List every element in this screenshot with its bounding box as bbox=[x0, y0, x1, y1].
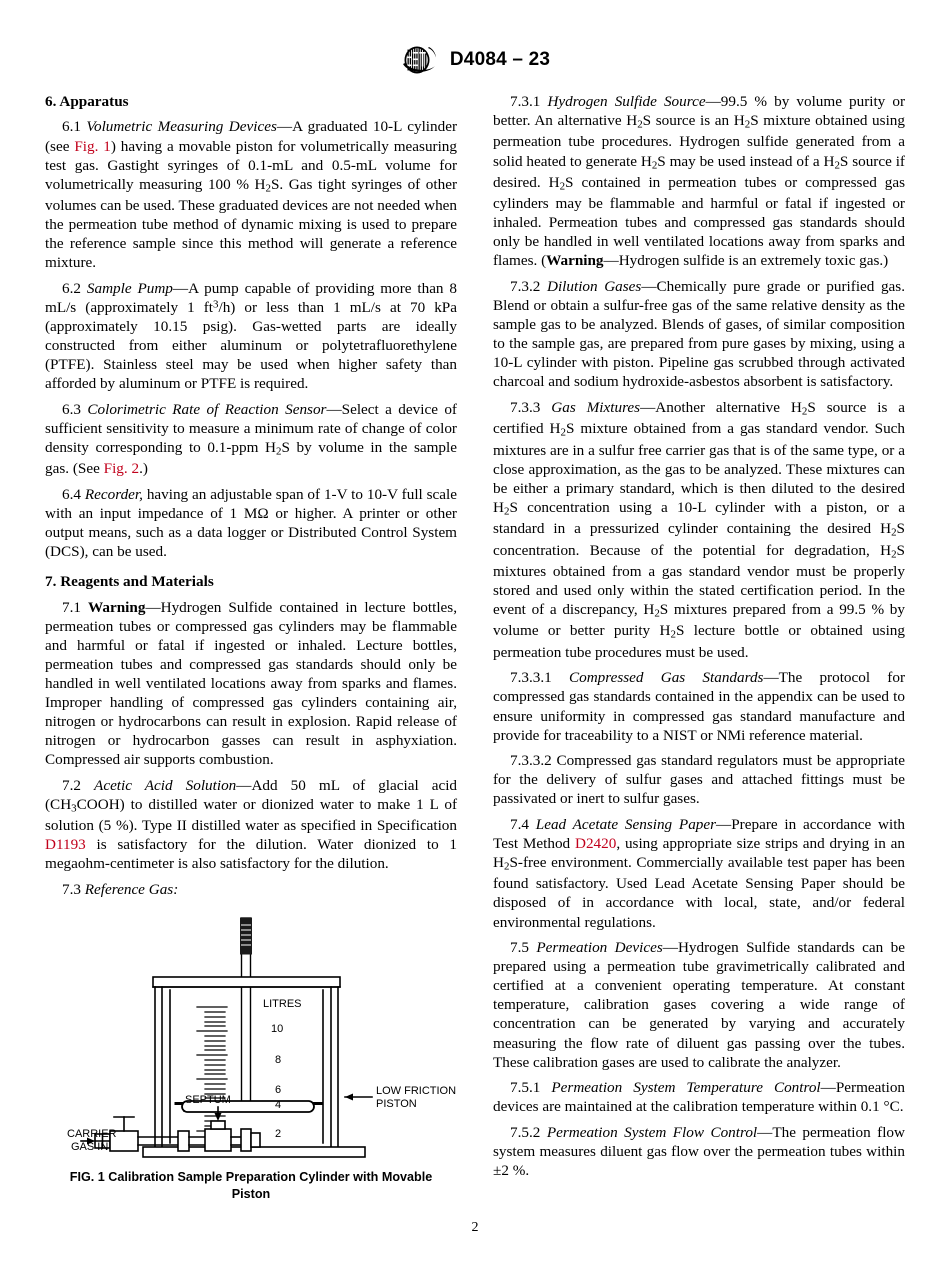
subscript-8: 2 bbox=[503, 505, 510, 518]
clause-number-7-3-2: 7.3.2 bbox=[510, 278, 541, 295]
subscript-10: 2 bbox=[891, 548, 897, 561]
clause-text-7-4-c: S-free environment. Commercially available test paper has been found satisfactory. Used Lead Acetate Sensing Paper should be disposed of in accordance with local, state, and/or federal environmental regulations. bbox=[493, 854, 905, 931]
clause-number-7-3-3-2: 7.3.3.2 bbox=[510, 752, 552, 770]
clause-term-7-2: Acetic Acid Solution bbox=[94, 776, 237, 794]
paragraph-7-5-1 bbox=[493, 1078, 905, 1116]
clause-text-7-5-2-a: —The permeation flow system measures diluent gas flow over the permeation tubes within ±2 %. bbox=[493, 1123, 905, 1179]
clause-term-7-3-1: Hydrogen Sulfide Source bbox=[547, 93, 706, 110]
page-header bbox=[0, 44, 950, 76]
subscript-6: 2 bbox=[801, 405, 808, 418]
clause-text-6-1-b: ) having a movable piston for volumetrically measuring test gas. Gastight syringes of 0.1-mL and 0.5-mL volume for volumetrically measuring 100 % H bbox=[45, 137, 457, 193]
paragraph-6-4 bbox=[45, 485, 457, 561]
figure-1-illustration bbox=[45, 915, 457, 1165]
clause-text-6-2-a: —A pump capable of providing more than 8 mL/s (approximately 1 ft bbox=[45, 279, 457, 316]
clause-text-7-3-2-a: —Chemically pure grade or purified gas. Blend or obtain a sulfur-free gas of the same relative density as the sample gas to be analyzed. Blends of gases, of similar composition to the sample gas, are prepared from pure gases by mixing, using a 10-L cylinder with piston. Pipeline gas scrubbed through activated charcoal and sodium hydroxide-asbestos absorbent is satisfactory. bbox=[493, 278, 906, 391]
paragraph-7-4 bbox=[493, 815, 905, 932]
clause-text-7-3-1-f: S contained in permeation tubes or compressed gas cylinders may be flammable and harmful or fatal if ingested or inhaled. Permeation tubes and compressed gas standards should only be handled in well ventilated locations away from sparks and flames. ( bbox=[493, 173, 905, 270]
subscript-11: 2 bbox=[654, 607, 660, 620]
subscript-1: 2 bbox=[637, 118, 643, 131]
figure-label-litres: LITRES bbox=[263, 998, 302, 1011]
clause-text-7-3-3-2-a: Compressed gas standard regulators must be appropriate for the delivery of sulfur gases and attached fittings must be passivated or inert to sulfur gases. bbox=[493, 752, 905, 808]
clause-text-7-1-a: —Hydrogen Sulfide contained in lecture bottles, permeation tubes or compressed gas cylinders may be flammable and harmful or fatal if ingested or inhaled. Lecture bottles, permeation tubes and compressed gas standards should only be handled in well ventilated locations away from sparks and flames. Improper handling of compressed gas cylinders containing air, nitrogen or hydrocarbons can result in explosion. Rapid release of nitrogen or hydrocarbon gasses can result in asphyxiation. Compressed air supports combustion. bbox=[45, 598, 457, 769]
clause-text-7-4-a: —Prepare in accordance with Test Method bbox=[493, 815, 906, 852]
clause-term-6-1: Volumetric Measuring Devices bbox=[86, 118, 277, 136]
clause-number-6-4: 6.4 bbox=[62, 485, 81, 503]
subscript-ch3cooh: 3 bbox=[71, 802, 77, 815]
paragraph-7-1 bbox=[45, 598, 457, 770]
clause-text-7-3-3-c: S mixture obtained from a gas standard vendor. Such mixtures are in a sulfur free carrier gas that is of the same type, or a close approximation, as the gas to be analyzed. These mixtures can be either a primary standard, which is then diluted to the desired H bbox=[493, 420, 906, 516]
clause-text-7-3-3-1-a: —The protocol for compressed gas standards contained in the appendix can be used to ensure uniformity in compressed gas standard manufacture and provide for traceability to a NIST or NMi reference material. bbox=[493, 669, 905, 744]
clause-number-7-1: 7.1 bbox=[62, 598, 81, 616]
paragraph-7-5-2 bbox=[493, 1123, 905, 1180]
right-column bbox=[493, 92, 905, 1202]
warning-label-7-3-1: Warning bbox=[546, 252, 604, 270]
clause-text-6-3-c: .) bbox=[139, 460, 148, 478]
figure-scale-10: 10 bbox=[271, 1023, 284, 1036]
septum-caption: SEPTUM bbox=[185, 1094, 231, 1107]
clause-text-7-3-3-d: S concentration using a 10-L cylinder with a piston, or a standard in a pressurized cylinder containing the desired H bbox=[493, 498, 905, 538]
clause-term-7-3-2: Dilution Gases bbox=[546, 278, 642, 295]
clause-term-7-5-2: Permeation System Flow Control bbox=[546, 1123, 758, 1141]
clause-text-6-4-a: having an adjustable span of 1-V to 10-V full scale with an input impedance of 1 MΩ or higher. A printer or other output means, such as a data logger or Distributed Control System (DCS), can be used. bbox=[45, 485, 458, 561]
section-heading-6: 6. Apparatus bbox=[45, 93, 129, 110]
page-number: 2 bbox=[471, 1220, 479, 1235]
clause-number-7-2: 7.2 bbox=[62, 776, 81, 794]
clause-number-7-5-2: 7.5.2 bbox=[510, 1123, 541, 1141]
subscript-h2s-2: 2 bbox=[275, 445, 282, 458]
paragraph-7-5 bbox=[493, 938, 905, 1072]
paragraph-6-2 bbox=[45, 279, 457, 393]
subscript-12: 2 bbox=[670, 629, 676, 642]
clause-text-7-3-3-a: —Another alternative H bbox=[640, 398, 802, 416]
clause-number-7-5-1: 7.5.1 bbox=[510, 1079, 541, 1097]
subscript-2: 2 bbox=[744, 118, 751, 131]
clause-term-7-3-3-1: Compressed Gas Standards bbox=[568, 669, 764, 687]
clause-number-7-3-3: 7.3.3 bbox=[510, 398, 541, 416]
clause-text-7-3-1-g: —Hydrogen sulfide is an extremely toxic gas.) bbox=[603, 252, 889, 270]
subscript-5: 2 bbox=[559, 180, 566, 193]
paragraph-7-3-3-1 bbox=[493, 668, 905, 744]
clause-text-7-4-b: , using appropriate size strips and drying in an H bbox=[493, 834, 905, 872]
clause-text-7-3-3-b: S source is a certified H bbox=[493, 398, 905, 438]
figure-label-carrier-line1: CARRIER bbox=[67, 1128, 117, 1141]
left-column bbox=[45, 92, 457, 1202]
link-fig-1[interactable]: Fig. 1 bbox=[74, 137, 111, 155]
clause-term-7-4: Lead Acetate Sensing Paper bbox=[535, 815, 717, 833]
clause-number-6-3: 6.3 bbox=[62, 400, 81, 418]
clause-text-7-3-1-b: S source is an H bbox=[642, 112, 745, 130]
page-columns bbox=[45, 92, 905, 1202]
clause-term-6-3: Colorimetric Rate of Reaction Sensor bbox=[87, 400, 327, 418]
paragraph-7-3-3-2 bbox=[493, 751, 905, 808]
clause-number-6-1: 6.1 bbox=[62, 118, 81, 136]
paragraph-7-3-3 bbox=[493, 398, 905, 662]
paragraph-6-1 bbox=[45, 117, 457, 272]
clause-text-7-3-1-e: S source if desired. H bbox=[493, 152, 905, 191]
clause-text-7-3-3-h: S lecture bottle or obtained using permeation tube procedures must be used. bbox=[493, 622, 905, 661]
subscript-h2s-1: 2 bbox=[265, 182, 271, 195]
subscript-9: 2 bbox=[891, 526, 897, 539]
paragraph-7-3-2 bbox=[493, 277, 905, 391]
clause-text-7-2-c: is satisfactory for the dilution. Water dionized to 1 megaohm-centimeter is also satisfactory for the dilution. bbox=[45, 836, 457, 873]
clause-text-7-3-3-e: S concentration. Because of the potential for degradation, H bbox=[493, 520, 905, 559]
clause-term-6-4: Recorder, bbox=[84, 485, 143, 503]
clause-text-7-3-1-c: S mixture obtained using permeation tube procedures. Hydrogen sulfide generated from a solid heated to generate H bbox=[493, 112, 905, 170]
clause-number-7-4: 7.4 bbox=[510, 815, 529, 833]
paragraph-6-3 bbox=[45, 400, 457, 479]
section-heading-7: 7. Reagents and Materials bbox=[45, 573, 214, 591]
figure-scale-2: 2 bbox=[275, 1128, 282, 1141]
subscript-13: 2 bbox=[503, 860, 510, 873]
clause-number-6-2: 6.2 bbox=[62, 279, 81, 297]
clause-text-7-2-b: COOH) to distilled water or dionized water to make 1 L of solution (5 %). Type II distilled water as specified in Specification bbox=[45, 795, 457, 835]
clause-text-7-2-a: —Add 50 mL of glacial acid (CH bbox=[45, 776, 458, 813]
clause-number-7-3: 7.3 bbox=[62, 881, 81, 899]
clause-text-6-3-b: S by volume in the sample gas. (See bbox=[45, 438, 457, 478]
figure-1-block bbox=[45, 915, 457, 1202]
warning-label-7-1: Warning bbox=[88, 598, 146, 616]
clause-term-7-3-3: Gas Mixtures bbox=[551, 398, 641, 416]
subscript-7: 2 bbox=[560, 426, 566, 439]
clause-text-7-3-1-d: S may be used instead of a H bbox=[657, 152, 835, 170]
clause-text-6-1-a: —A graduated 10-L cylinder (see bbox=[45, 118, 457, 155]
link-d1193[interactable]: D1193 bbox=[45, 836, 86, 854]
figure-label-piston-line2: PISTON bbox=[376, 1098, 417, 1111]
paragraph-7-2 bbox=[45, 776, 457, 874]
clause-term-7-3: Reference Gas: bbox=[84, 881, 179, 899]
figure-scale-6: 6 bbox=[275, 1084, 282, 1097]
clause-term-7-5: Permeation Devices bbox=[536, 939, 663, 957]
clause-text-7-5-a: —Hydrogen Sulfide standards can be prepared using a permeation tube gravimetrically calibrated and certified at a convenient operating temperature. At constant temperature, calibration gases covering a wide range of concentration can be generated by varying and accurately measuring the flow rate of diluent gas passing over the tubes. These calibration gases are used to calibrate the analyzer. bbox=[493, 939, 905, 1071]
paragraph-7-3-1 bbox=[493, 92, 905, 271]
astm-logo-icon bbox=[400, 44, 438, 76]
clause-text-7-3-1-a: —99.5 % by volume purity or better. An alternative H bbox=[493, 93, 906, 130]
subscript-4: 2 bbox=[834, 159, 840, 172]
clause-text-6-1-c: S. Gas tight syringes of other volumes can be used. These graduated devices are not needed when the permeation tube method of dynamic mixing is used to prepare the reference sample since this method will generate a reference mixture. bbox=[45, 175, 458, 272]
link-d2420[interactable]: D2420 bbox=[574, 834, 617, 852]
paragraph-7-3 bbox=[45, 880, 457, 899]
link-fig-2[interactable]: Fig. 2 bbox=[103, 460, 140, 478]
document-designation: D4084 – 23 bbox=[449, 49, 551, 70]
clause-number-7-3-1: 7.3.1 bbox=[510, 93, 541, 110]
clause-text-6-3-a: —Select a device of sufficient sensitivity to measure a minimum rate of change of color density corresponding to 0.1-ppm H bbox=[45, 400, 457, 456]
figure-label-carrier-line2: GAS IN bbox=[71, 1141, 109, 1154]
clause-text-7-3-3-f: S mixtures obtained from a gas standard vendor must be properly stored and used only within the stated certification period. In the event of a discrepancy, H bbox=[493, 541, 905, 619]
figure-scale-8: 8 bbox=[275, 1054, 282, 1067]
figure-scale-4: 4 bbox=[275, 1099, 282, 1112]
clause-term-7-5-1: Permeation System Temperature Control bbox=[551, 1079, 821, 1097]
clause-number-7-5: 7.5 bbox=[510, 939, 529, 957]
figure-label-piston-line1: LOW FRICTION bbox=[376, 1085, 457, 1098]
superscript-cubic: 3 bbox=[213, 298, 219, 311]
clause-text-7-3-3-g: S mixtures prepared from a 99.5 % by volume or better purity H bbox=[493, 601, 905, 640]
figure-1-caption: FIG. 1 Calibration Sample Preparation Cylinder with Movable Piston bbox=[69, 1170, 433, 1201]
clause-text-6-2-b: /h) or less than 1 mL/s at 70 kPa (approximately 10.15 psig). Gas-wetted parts are ideally constructed from either aluminum or polytetrafluorethylene (PTFE). Stainless steel may be used when higher safety than afforded by aluminum or PTFE is required. bbox=[45, 298, 457, 393]
clause-text-7-5-1-a: —Permeation devices are maintained at the calibration temperature within 0.1 °C. bbox=[493, 1079, 906, 1116]
clause-number-7-3-3-1: 7.3.3.1 bbox=[510, 669, 552, 687]
subscript-3: 2 bbox=[651, 159, 658, 172]
clause-term-6-2: Sample Pump bbox=[86, 279, 173, 297]
